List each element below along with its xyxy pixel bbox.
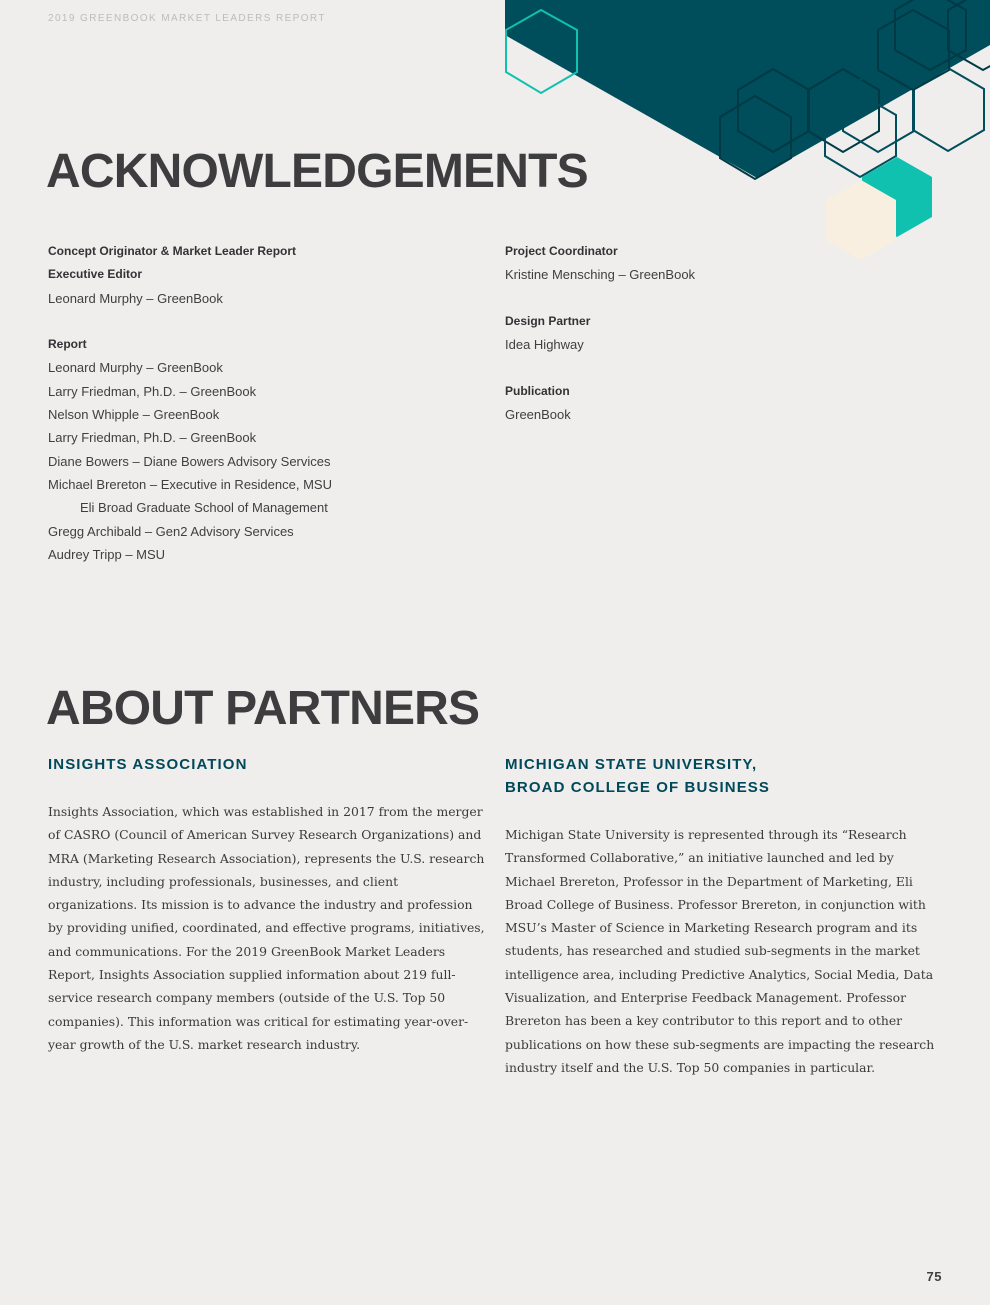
report-name-continuation: Eli Broad Graduate School of Management <box>80 500 328 516</box>
concept-name: Leonard Murphy – GreenBook <box>48 290 223 306</box>
page-number: 75 <box>926 1269 942 1284</box>
report-name: Larry Friedman, Ph.D. – GreenBook <box>48 383 257 399</box>
report-name: Audrey Tripp – MSU <box>48 546 166 562</box>
report-label: Report <box>48 337 87 352</box>
report-name: Gregg Archibald – Gen2 Advisory Services <box>48 523 294 539</box>
report-name: Larry Friedman, Ph.D. – GreenBook <box>48 430 257 446</box>
report-name: Michael Brereton – Executive in Residence, MSU <box>48 476 332 492</box>
acknowledgements-left-column <box>48 240 488 566</box>
msu-heading-line-1: MICHIGAN STATE UNIVERSITY, <box>505 756 758 773</box>
executive-editor-label: Executive Editor <box>48 267 143 282</box>
design-partner-name: Idea Highway <box>505 337 584 353</box>
msu-heading-line-2: BROAD COLLEGE OF BUSINESS <box>505 779 771 797</box>
design-partner-label: Design Partner <box>505 313 591 328</box>
acknowledgements-title: ACKNOWLEDGEMENTS <box>46 145 588 198</box>
msu-heading <box>505 753 770 800</box>
hexagon-decoration <box>500 0 990 270</box>
publication-name: GreenBook <box>505 407 571 423</box>
report-name: Nelson Whipple – GreenBook <box>48 407 220 423</box>
insights-association-heading: INSIGHTS ASSOCIATION <box>48 756 248 773</box>
about-partners-title: ABOUT PARTNERS <box>46 682 480 735</box>
msu-body: Michigan State University is represented through its “Research Transformed Collaborative,” an initiative launched and led by Michael Brereton, Professor in the Department of Marketing, Eli Broad College of Business. Professor Brereton, in conjunction with MSU’s Master of Science in Marketing Research program and its students, has researched and studied sub-segments in the market intelligence area, including Predictive Analytics, Social Media, Data Visualization, and Enterprise Feedback Management. Professor Brereton has been a key contributor to this report and to other publications on how these sub-segments are impacting the research industry itself and the U.S. Top 50 companies in particular. <box>505 827 935 1075</box>
running-header: 2019 GREENBOOK MARKET LEADERS REPORT <box>48 13 326 24</box>
concept-label: Concept Originator & Market Leader Report <box>48 244 297 258</box>
publication-label: Publication <box>505 383 570 398</box>
coordinator-label: Project Coordinator <box>505 244 618 258</box>
insights-association-body: Insights Association, which was established in 2017 from the merger of CASRO (Council of American Survey Research Organizations) and MRA (Marketing Research Association), represents the U.S. research industry, including professionals, businesses, and client organizations. Its mission is to advance the industry and profession by providing unified, coordinated, and effective programs, initiatives, and communications. For the 2019 GreenBook Market Leaders Report, Insights Association supplied information about 219 full-service research company members (outside of the U.S. Top 50 companies). This information was critical for estimating year-over-year growth of the U.S. market research industry. <box>48 804 485 1052</box>
acknowledgements-right-column <box>505 240 805 426</box>
report-name: Leonard Murphy – GreenBook <box>48 360 223 376</box>
report-name: Diane Bowers – Diane Bowers Advisory Services <box>48 453 331 469</box>
coordinator-name: Kristine Mensching – GreenBook <box>505 267 696 283</box>
